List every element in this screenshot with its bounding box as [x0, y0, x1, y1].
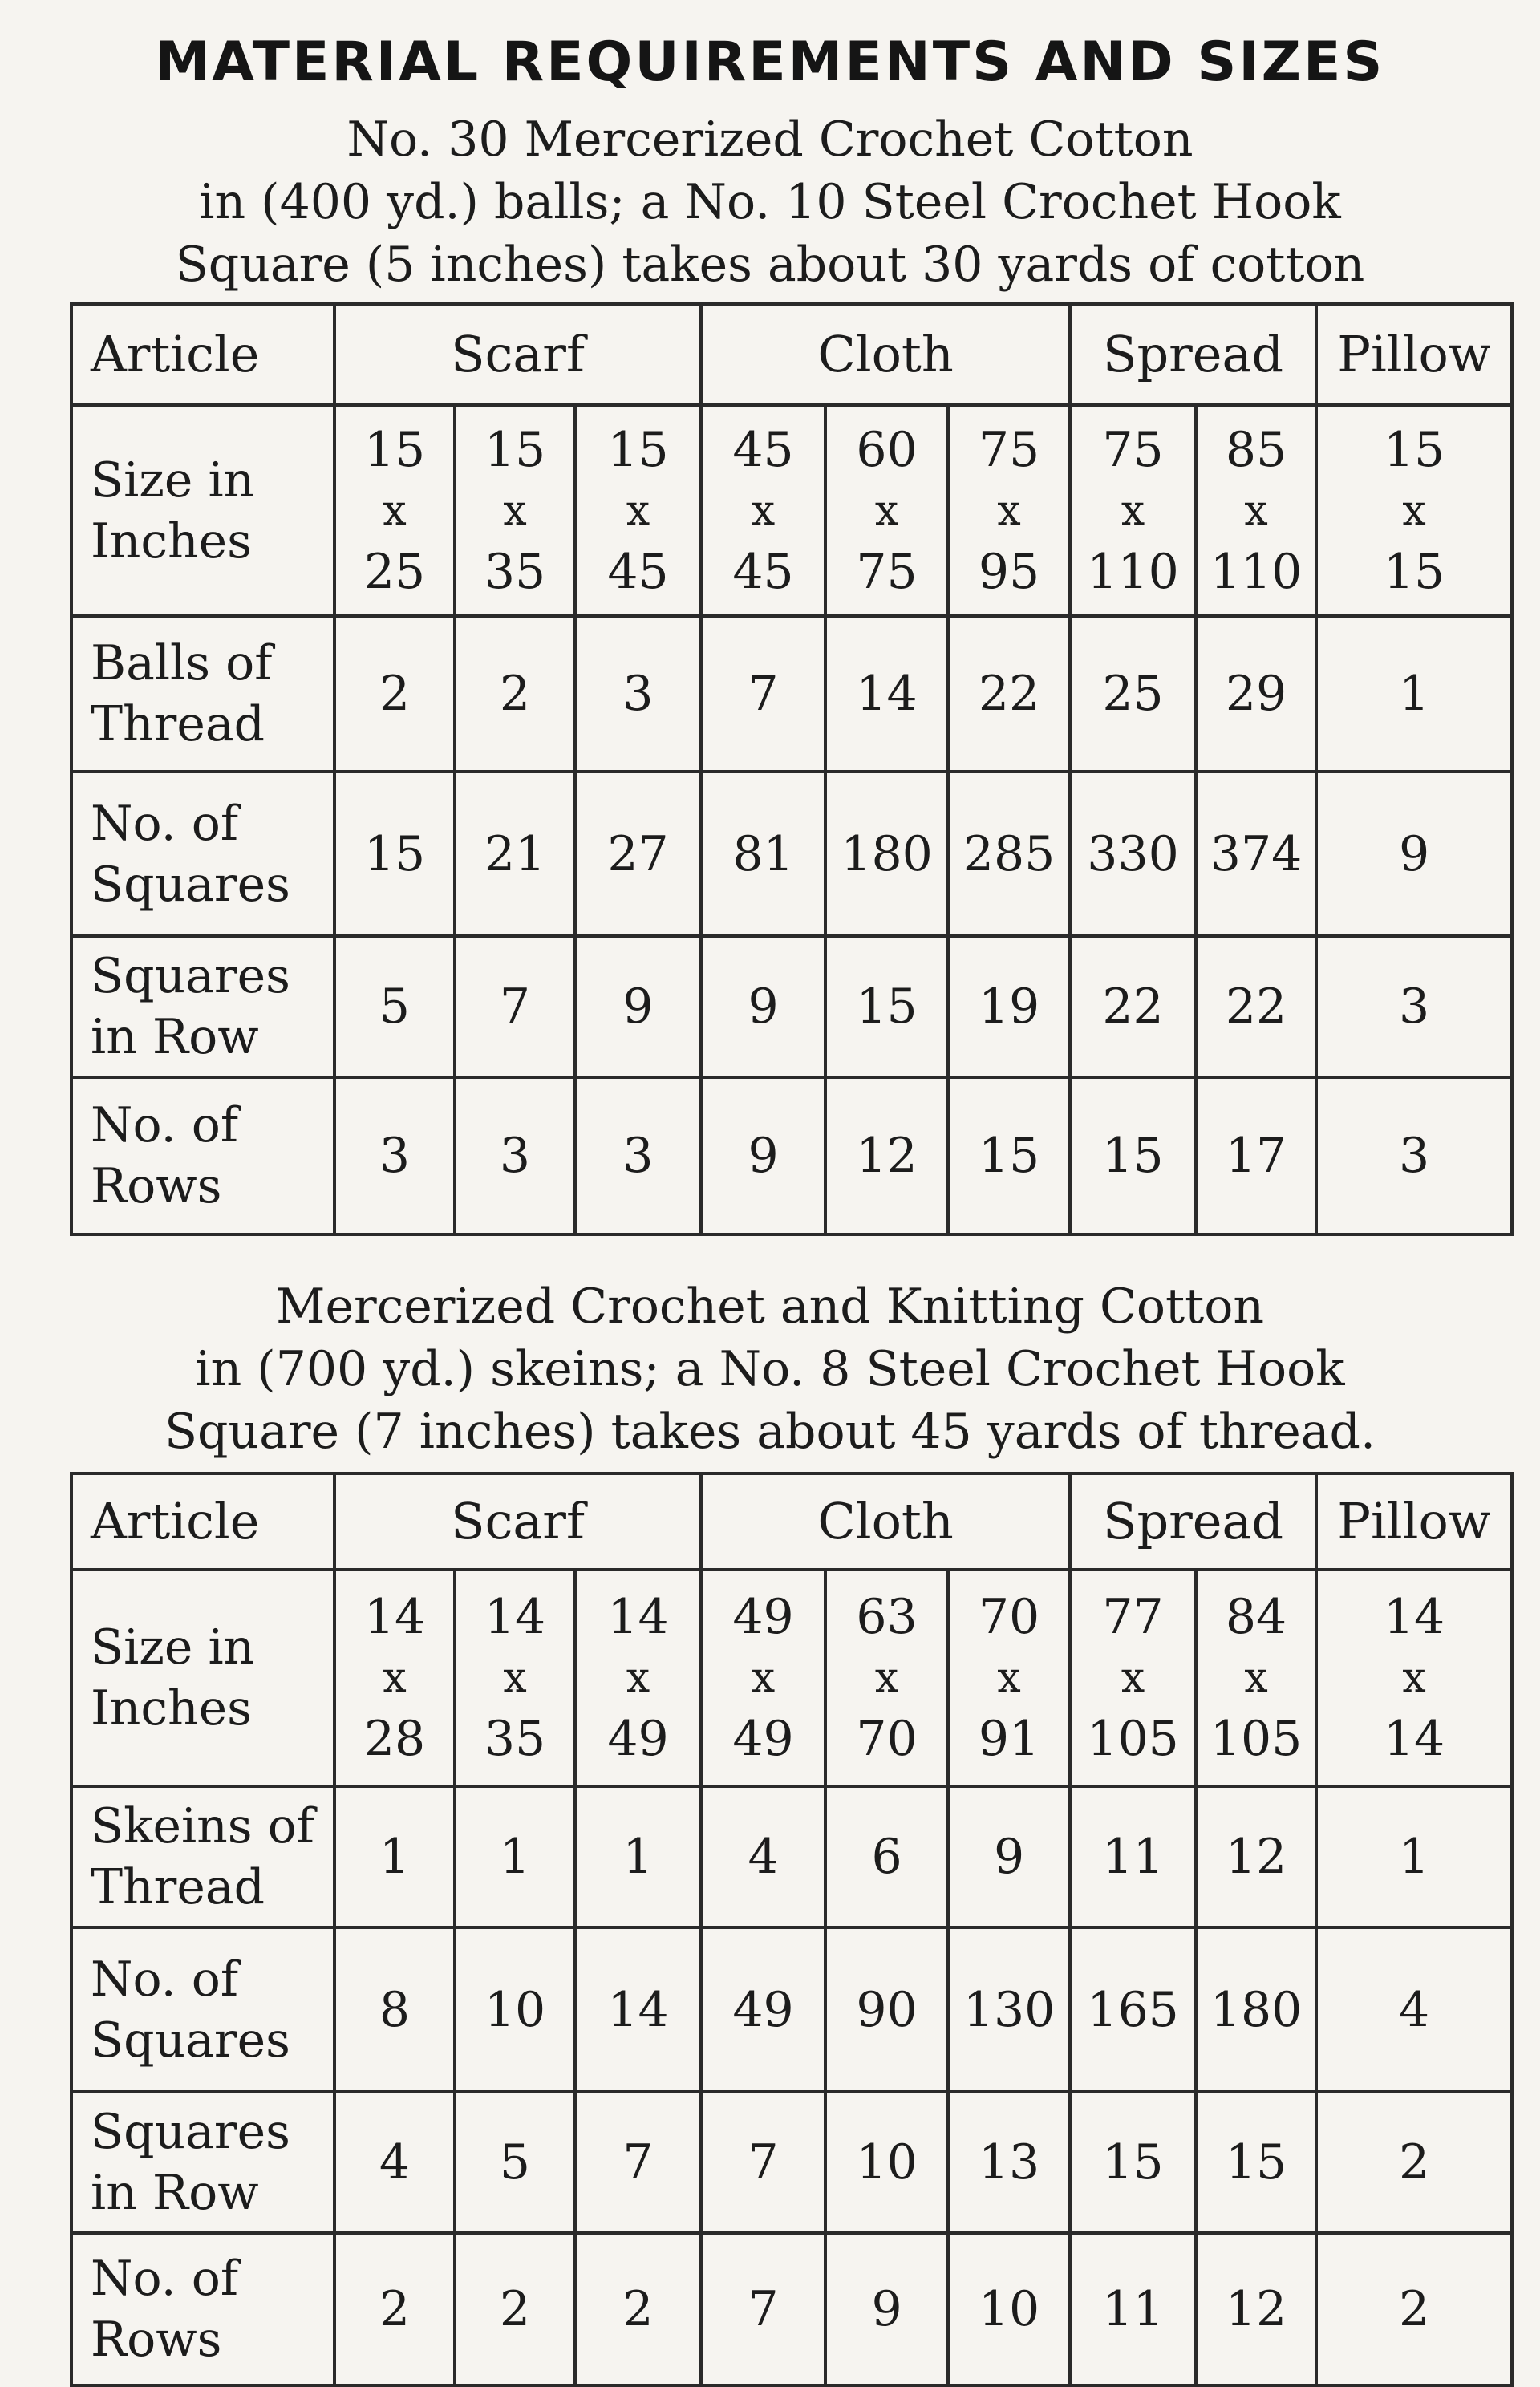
table-cell: 15 — [1070, 2092, 1196, 2233]
row-label-size — [71, 1570, 334, 1786]
size-x-mark: x — [751, 1654, 776, 1702]
column-header-article: Article — [71, 304, 334, 405]
row-label-line: Size in — [91, 452, 255, 509]
table-cell: 7 — [701, 2233, 825, 2385]
table-cell: 2 — [575, 2233, 701, 2385]
size-x-mark: x — [1121, 1654, 1145, 1702]
size-x-mark: x — [626, 1654, 650, 1702]
row-label — [71, 2092, 334, 2233]
size-cell — [1316, 405, 1512, 616]
section2-description-line: in (700 yd.) skeins; a No. 8 Steel Crochet Hook — [195, 1341, 1345, 1397]
row-label-line: Squares — [91, 2104, 290, 2160]
table-cell: 25 — [1070, 616, 1196, 772]
size-x-mark: x — [874, 1654, 899, 1702]
size-x-mark: x — [383, 486, 407, 535]
table-cell: 1 — [1316, 616, 1512, 772]
column-header-scarf: Scarf — [334, 1473, 701, 1570]
row-label-line: Squares — [91, 856, 290, 913]
row-label-line: Rows — [91, 2312, 222, 2368]
table-cell: 29 — [1196, 616, 1316, 772]
table-cell: 5 — [455, 2092, 575, 2233]
table-cell: 1 — [455, 1786, 575, 1927]
table-cell: 10 — [825, 2092, 948, 2233]
size-x-mark: x — [503, 486, 527, 535]
table-cell: 3 — [575, 616, 701, 772]
table-cell: 10 — [455, 1927, 575, 2092]
size-cell — [575, 405, 701, 616]
size-cell — [825, 405, 948, 616]
column-header-spread: Spread — [1070, 304, 1316, 405]
page-title: MATERIAL REQUIREMENTS AND SIZES — [155, 30, 1385, 94]
size-length: 91 — [978, 1711, 1040, 1767]
size-width: 75 — [1102, 421, 1164, 478]
table-cell: 4 — [701, 1786, 825, 1927]
size-length: 75 — [856, 543, 918, 600]
table-cell: 330 — [1070, 772, 1196, 936]
size-x-mark: x — [626, 486, 650, 535]
section2-description-line: Mercerized Crochet and Knitting Cotton — [276, 1279, 1264, 1335]
size-x-mark: x — [997, 1654, 1021, 1702]
size-length: 35 — [484, 543, 546, 600]
size-x-mark: x — [383, 1654, 407, 1702]
column-header-cloth: Cloth — [701, 1473, 1070, 1570]
size-width: 45 — [732, 421, 794, 478]
size-width: 14 — [1383, 1589, 1445, 1645]
table-cell: 9 — [701, 936, 825, 1077]
squares-in-row-row — [71, 2092, 1512, 2233]
size-length: 25 — [363, 543, 426, 600]
table-cell: 13 — [948, 2092, 1070, 2233]
table-cell: 7 — [455, 936, 575, 1077]
table-cell: 12 — [1196, 2233, 1316, 2385]
table-cell: 2 — [455, 616, 575, 772]
row-label-line: in Row — [91, 1009, 259, 1065]
size-width: 15 — [484, 421, 546, 478]
row-label — [71, 2233, 334, 2385]
section2-description — [0, 1275, 1540, 1463]
table-cell: 3 — [455, 1077, 575, 1234]
table-cell: 21 — [455, 772, 575, 936]
size-width: 49 — [732, 1589, 794, 1645]
balls-of-thread-row — [71, 616, 1512, 772]
row-label — [71, 1077, 334, 1234]
table-cell: 2 — [1316, 2092, 1512, 2233]
requirements-table-1 — [70, 302, 1514, 1236]
row-label-line: Thread — [91, 696, 265, 752]
size-cell — [575, 1570, 701, 1786]
column-header-pillow: Pillow — [1316, 1473, 1512, 1570]
header-row — [71, 1473, 1512, 1570]
table-cell: 3 — [334, 1077, 455, 1234]
row-label — [71, 616, 334, 772]
size-x-mark: x — [1121, 486, 1145, 535]
table-cell: 3 — [575, 1077, 701, 1234]
section1-description-line: Square (5 inches) takes about 30 yards of cotton — [175, 237, 1365, 293]
column-header-pillow: Pillow — [1316, 304, 1512, 405]
squares-in-row-row — [71, 936, 1512, 1077]
size-width: 15 — [1383, 421, 1445, 478]
column-header-cloth: Cloth — [701, 304, 1070, 405]
size-x-mark: x — [1402, 486, 1426, 535]
size-length: 49 — [732, 1711, 794, 1767]
size-cell — [701, 1570, 825, 1786]
number-of-squares-row — [71, 772, 1512, 936]
size-length: 35 — [484, 1711, 546, 1767]
size-x-mark: x — [997, 486, 1021, 535]
size-cell — [334, 1570, 455, 1786]
size-cell — [455, 405, 575, 616]
size-length: 105 — [1210, 1711, 1303, 1767]
table-cell: 4 — [334, 2092, 455, 2233]
table-cell: 14 — [575, 1927, 701, 2092]
row-label-line: Balls of — [91, 635, 273, 691]
table-cell: 9 — [1316, 772, 1512, 936]
table-cell: 8 — [334, 1927, 455, 2092]
table-cell: 1 — [575, 1786, 701, 1927]
table-cell: 7 — [575, 2092, 701, 2233]
number-of-squares-row — [71, 1927, 1512, 2092]
row-label-line: Skeins of — [91, 1798, 314, 1854]
table-cell: 90 — [825, 1927, 948, 2092]
table-cell: 2 — [334, 616, 455, 772]
skeins-of-thread-row — [71, 1786, 1512, 1927]
size-length: 45 — [732, 543, 794, 600]
size-cell — [701, 405, 825, 616]
size-cell — [1196, 405, 1316, 616]
size-cell — [455, 1570, 575, 1786]
table-cell: 11 — [1070, 1786, 1196, 1927]
section1-description-line: in (400 yd.) balls; a No. 10 Steel Crochet Hook — [199, 174, 1341, 230]
size-width: 14 — [607, 1589, 669, 1645]
size-x-mark: x — [751, 486, 776, 535]
table-cell: 5 — [334, 936, 455, 1077]
table-cell: 2 — [334, 2233, 455, 2385]
table-cell: 27 — [575, 772, 701, 936]
row-label-line: Rows — [91, 1158, 222, 1214]
table-cell: 2 — [1316, 2233, 1512, 2385]
number-of-rows-row — [71, 2233, 1512, 2385]
row-label — [71, 1786, 334, 1927]
size-width: 14 — [363, 1589, 426, 1645]
table-cell: 12 — [825, 1077, 948, 1234]
size-length: 110 — [1087, 543, 1179, 600]
table-cell: 81 — [701, 772, 825, 936]
table-cell: 15 — [825, 936, 948, 1077]
size-cell — [1070, 1570, 1196, 1786]
row-label-line: Size in — [91, 1619, 255, 1676]
size-x-mark: x — [1402, 1654, 1426, 1702]
size-width: 84 — [1225, 1589, 1287, 1645]
table-cell: 19 — [948, 936, 1070, 1077]
size-length: 15 — [1383, 543, 1445, 600]
section1-description — [0, 108, 1540, 296]
table-cell: 15 — [334, 772, 455, 936]
section2-description-line: Square (7 inches) takes about 45 yards of thread. — [164, 1404, 1376, 1460]
size-width: 63 — [856, 1589, 918, 1645]
size-row — [71, 405, 1512, 616]
size-cell — [1196, 1570, 1316, 1786]
table-cell: 3 — [1316, 1077, 1512, 1234]
size-width: 14 — [484, 1589, 546, 1645]
table-cell: 7 — [701, 616, 825, 772]
table-cell: 12 — [1196, 1786, 1316, 1927]
size-length: 105 — [1087, 1711, 1179, 1767]
size-cell — [948, 1570, 1070, 1786]
table-cell: 49 — [701, 1927, 825, 2092]
row-label-line: Thread — [91, 1859, 265, 1915]
table-cell: 285 — [948, 772, 1070, 936]
table-cell: 9 — [825, 2233, 948, 2385]
column-header-spread: Spread — [1070, 1473, 1316, 1570]
table-cell: 3 — [1316, 936, 1512, 1077]
row-label — [71, 772, 334, 936]
row-label-line: Squares — [91, 948, 290, 1004]
size-length: 28 — [363, 1711, 426, 1767]
table-cell: 180 — [825, 772, 948, 936]
table-cell: 374 — [1196, 772, 1316, 936]
table-cell: 165 — [1070, 1927, 1196, 2092]
size-cell — [948, 405, 1070, 616]
row-label-line: Inches — [91, 1680, 252, 1737]
size-row — [71, 1570, 1512, 1786]
table-cell: 10 — [948, 2233, 1070, 2385]
size-width: 15 — [363, 421, 426, 478]
column-header-article: Article — [71, 1473, 334, 1570]
table-cell: 15 — [1070, 1077, 1196, 1234]
table-cell: 1 — [334, 1786, 455, 1927]
table-cell: 22 — [948, 616, 1070, 772]
row-label-line: No. of — [91, 795, 239, 852]
table-cell: 180 — [1196, 1927, 1316, 2092]
row-label-line: No. of — [91, 2251, 239, 2307]
size-x-mark: x — [1244, 1654, 1268, 1702]
table-cell: 22 — [1196, 936, 1316, 1077]
column-header-scarf: Scarf — [334, 304, 701, 405]
table-cell: 14 — [825, 616, 948, 772]
size-length: 95 — [978, 543, 1040, 600]
size-length: 14 — [1383, 1711, 1445, 1767]
size-length: 45 — [607, 543, 669, 600]
section1-description-line: No. 30 Mercerized Crochet Cotton — [346, 111, 1194, 168]
number-of-rows-row — [71, 1077, 1512, 1234]
table-cell: 9 — [575, 936, 701, 1077]
size-x-mark: x — [1244, 486, 1268, 535]
table-cell: 130 — [948, 1927, 1070, 2092]
row-label — [71, 936, 334, 1077]
size-width: 15 — [607, 421, 669, 478]
size-x-mark: x — [503, 1654, 527, 1702]
size-width: 75 — [978, 421, 1040, 478]
size-width: 77 — [1102, 1589, 1164, 1645]
size-cell — [1070, 405, 1196, 616]
table-cell: 4 — [1316, 1927, 1512, 2092]
size-cell — [1316, 1570, 1512, 1786]
table-cell: 1 — [1316, 1786, 1512, 1927]
size-width: 70 — [978, 1589, 1040, 1645]
size-length: 49 — [607, 1711, 669, 1767]
size-length: 70 — [856, 1711, 918, 1767]
table-cell: 15 — [1196, 2092, 1316, 2233]
row-label-line: Inches — [91, 513, 252, 569]
table-cell: 15 — [948, 1077, 1070, 1234]
table-cell: 11 — [1070, 2233, 1196, 2385]
row-label — [71, 1927, 334, 2092]
row-label-line: in Row — [91, 2165, 259, 2221]
size-length: 110 — [1210, 543, 1303, 600]
table-cell: 17 — [1196, 1077, 1316, 1234]
header-row — [71, 304, 1512, 405]
table-cell: 7 — [701, 2092, 825, 2233]
requirements-table-2 — [70, 1472, 1514, 2387]
row-label-line: No. of — [91, 1951, 239, 2008]
row-label-line: Squares — [91, 2012, 290, 2069]
size-width: 85 — [1225, 421, 1287, 478]
size-cell — [825, 1570, 948, 1786]
table-cell: 6 — [825, 1786, 948, 1927]
row-label-size — [71, 405, 334, 616]
row-label-line: No. of — [91, 1097, 239, 1153]
size-cell — [334, 405, 455, 616]
size-x-mark: x — [874, 486, 899, 535]
table-cell: 2 — [455, 2233, 575, 2385]
table-cell: 22 — [1070, 936, 1196, 1077]
table-cell: 9 — [948, 1786, 1070, 1927]
size-width: 60 — [856, 421, 918, 478]
table-cell: 9 — [701, 1077, 825, 1234]
